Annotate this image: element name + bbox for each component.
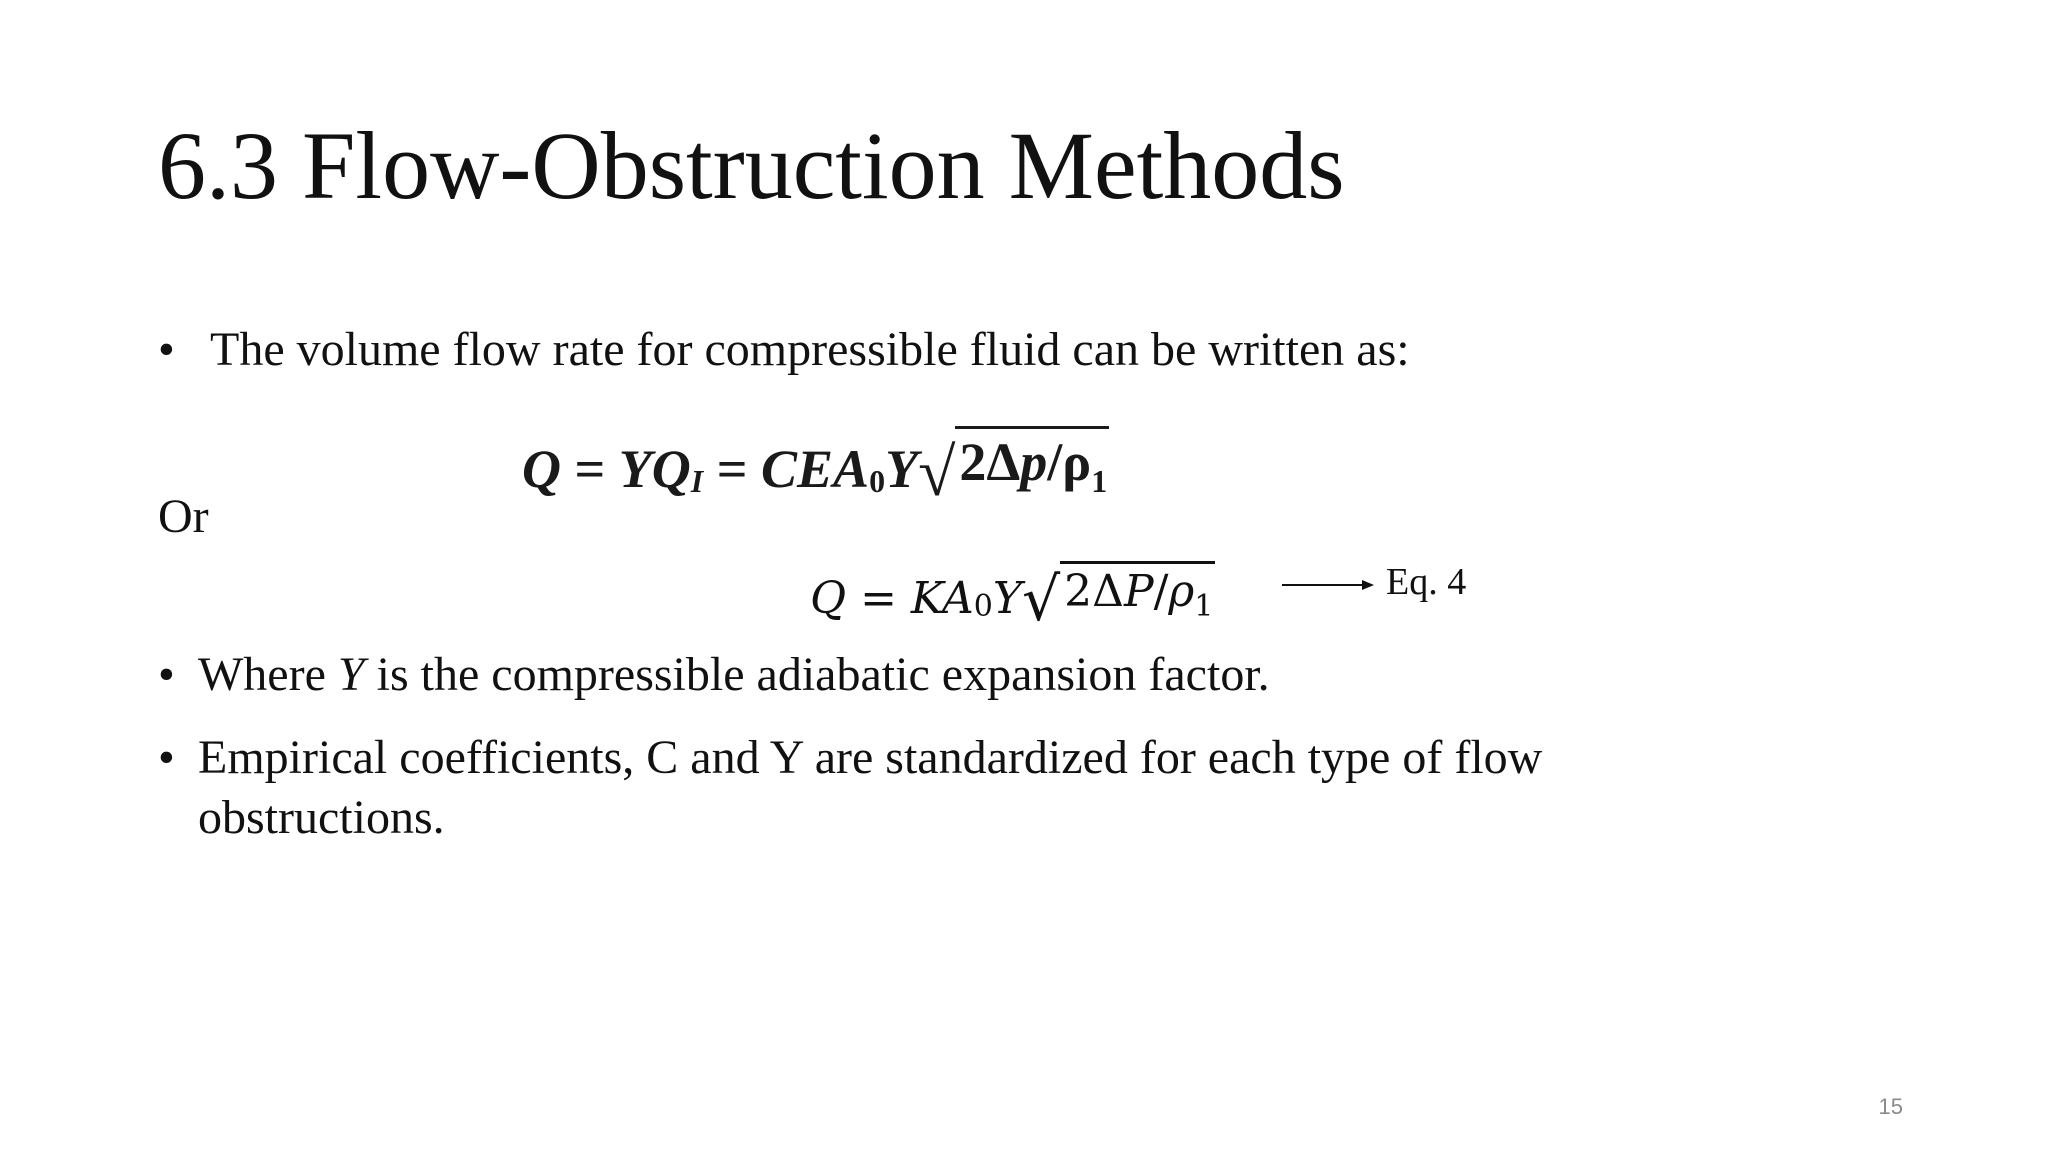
square-root: √ $2\Delta p/\rho_1$ <box>918 426 1109 500</box>
bullet-volume-flow-rate <box>158 320 1658 380</box>
equation-label: Eq. 4 <box>1386 561 1467 603</box>
equation-compressible-flow: Q = Y Q $_I$ = CEA $_0$ Y √ $2\Delta p/\rho_1$ <box>522 420 1109 500</box>
bullet-y-definition <box>158 645 1658 705</box>
equation-4: Q = KA 0 Y √ $2\Delta P/\rho_1$ <box>810 552 1215 624</box>
or-label: Or <box>158 490 209 543</box>
square-root: √ $2\Delta P/\rho_1$ <box>1022 561 1215 624</box>
arrow-right-icon <box>1282 578 1374 592</box>
bullet-text: Where Y is the compressible adiabatic expansion factor. <box>198 648 1270 701</box>
bullet-dot: • <box>158 731 175 784</box>
bullet-text: Empirical coefficients, C and Y are standardized for each type of flow obstructions. <box>198 731 1543 844</box>
bullet-dot: • <box>158 323 175 376</box>
bullet-dot: • <box>158 648 175 701</box>
page-number: 15 <box>1878 1094 1903 1119</box>
bullet-empirical-coefficients <box>158 728 1678 848</box>
slide-title: 6.3 Flow-Obstruction Methods <box>158 112 1345 219</box>
bullet-text: The volume flow rate for compressible fluid can be written as: <box>210 323 1410 376</box>
